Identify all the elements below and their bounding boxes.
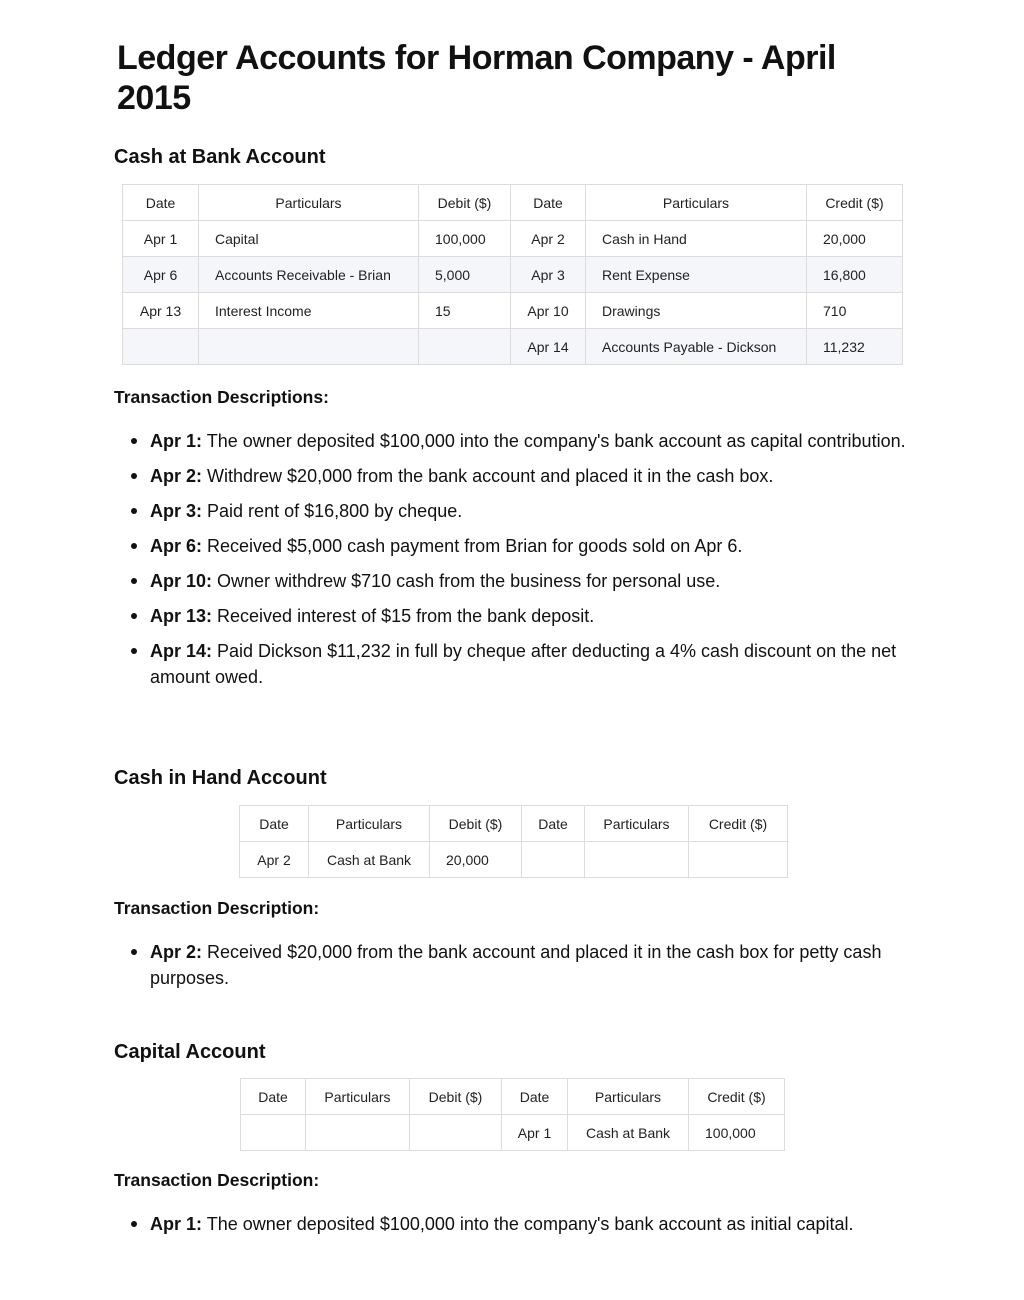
debit-date-cell: Apr 2 <box>240 842 309 878</box>
column-header: Particulars <box>568 1079 689 1115</box>
column-header: Date <box>511 185 586 221</box>
transaction-text: Owner withdrew $710 cash from the business for personal use. <box>217 571 721 591</box>
table-row <box>123 257 903 293</box>
debit-amount-cell: 5,000 <box>419 257 511 293</box>
table-row <box>240 842 788 878</box>
credit-date-cell: Apr 14 <box>511 329 586 365</box>
list-item <box>150 603 940 629</box>
debit-amount-cell: 100,000 <box>419 221 511 257</box>
column-header: Debit ($) <box>419 185 511 221</box>
capital-table <box>240 1078 785 1151</box>
transaction-text: Received interest of $15 from the bank deposit. <box>217 606 595 626</box>
transaction-text: Paid Dickson $11,232 in full by cheque after deducting a 4% cash discount on the net amount owed. <box>150 641 897 687</box>
transaction-text: Withdrew $20,000 from the bank account and placed it in the cash box. <box>207 466 774 486</box>
list-item <box>150 1211 940 1237</box>
credit-amount-cell: 20,000 <box>807 221 903 257</box>
column-header: Credit ($) <box>689 1079 785 1115</box>
credit-particulars-cell: Cash in Hand <box>586 221 807 257</box>
column-header: Date <box>522 806 585 842</box>
list-item <box>150 463 940 489</box>
debit-amount-cell: 15 <box>419 293 511 329</box>
column-header: Particulars <box>309 806 430 842</box>
capital-desc-heading: Transaction Description: <box>114 1170 320 1190</box>
transaction-text: The owner deposited $100,000 into the company's bank account as capital contribution. <box>206 431 906 451</box>
debit-particulars-cell: Accounts Receivable - Brian <box>199 257 419 293</box>
credit-particulars-cell: Cash at Bank <box>568 1115 689 1151</box>
debit-particulars-cell <box>199 329 419 365</box>
column-header: Particulars <box>306 1079 410 1115</box>
column-header: Date <box>123 185 199 221</box>
credit-amount-cell: 100,000 <box>689 1115 785 1151</box>
table-header-row <box>123 185 903 221</box>
credit-date-cell: Apr 2 <box>511 221 586 257</box>
debit-date-cell <box>241 1115 306 1151</box>
table-header-row <box>240 806 788 842</box>
debit-particulars-cell: Capital <box>199 221 419 257</box>
transaction-date: Apr 2: <box>150 942 203 962</box>
credit-amount-cell <box>689 842 788 878</box>
column-header: Particulars <box>586 185 807 221</box>
transaction-date: Apr 2: <box>150 466 203 486</box>
table-row <box>241 1115 785 1151</box>
debit-date-cell <box>123 329 199 365</box>
credit-date-cell: Apr 10 <box>511 293 586 329</box>
table-header-row <box>241 1079 785 1115</box>
credit-date-cell: Apr 1 <box>502 1115 568 1151</box>
column-header: Date <box>240 806 309 842</box>
column-header: Debit ($) <box>430 806 522 842</box>
list-item <box>150 498 940 524</box>
list-item <box>150 568 940 594</box>
column-header: Credit ($) <box>807 185 903 221</box>
transaction-date: Apr 10: <box>150 571 213 591</box>
capital-heading: Capital Account <box>114 1041 266 1063</box>
list-item <box>150 638 940 690</box>
column-header: Particulars <box>585 806 689 842</box>
column-header: Credit ($) <box>689 806 788 842</box>
page-title: Ledger Accounts for Horman Company - April 2015 <box>117 39 836 117</box>
debit-amount-cell: 20,000 <box>430 842 522 878</box>
list-item <box>150 533 940 559</box>
capital-descriptions <box>114 1211 940 1246</box>
column-header: Debit ($) <box>410 1079 502 1115</box>
transaction-date: Apr 6: <box>150 536 203 556</box>
debit-particulars-cell: Cash at Bank <box>309 842 430 878</box>
credit-date-cell: Apr 3 <box>511 257 586 293</box>
credit-particulars-cell: Drawings <box>586 293 807 329</box>
transaction-date: Apr 1: <box>150 431 203 451</box>
cash-in-hand-heading: Cash in Hand Account <box>114 767 327 789</box>
credit-particulars-cell: Accounts Payable - Dickson <box>586 329 807 365</box>
cash-at-bank-desc-heading: Transaction Descriptions: <box>114 387 329 407</box>
transaction-text: The owner deposited $100,000 into the company's bank account as initial capital. <box>206 1214 854 1234</box>
table-row <box>123 221 903 257</box>
credit-amount-cell: 710 <box>807 293 903 329</box>
column-header: Particulars <box>199 185 419 221</box>
credit-amount-cell: 11,232 <box>807 329 903 365</box>
list-item <box>150 939 940 991</box>
transaction-date: Apr 1: <box>150 1214 203 1234</box>
debit-date-cell: Apr 13 <box>123 293 199 329</box>
transaction-text: Paid rent of $16,800 by cheque. <box>207 501 463 521</box>
credit-amount-cell: 16,800 <box>807 257 903 293</box>
list-item <box>150 428 940 454</box>
cash-at-bank-descriptions <box>114 428 940 699</box>
cash-in-hand-descriptions <box>114 939 940 1000</box>
credit-date-cell <box>522 842 585 878</box>
transaction-date: Apr 14: <box>150 641 213 661</box>
debit-date-cell: Apr 1 <box>123 221 199 257</box>
transaction-date: Apr 3: <box>150 501 203 521</box>
debit-particulars-cell <box>306 1115 410 1151</box>
debit-amount-cell <box>419 329 511 365</box>
transaction-text: Received $5,000 cash payment from Brian for goods sold on Apr 6. <box>207 536 743 556</box>
cash-in-hand-desc-heading: Transaction Description: <box>114 898 320 918</box>
column-header: Date <box>502 1079 568 1115</box>
credit-particulars-cell <box>585 842 689 878</box>
transaction-text: Received $20,000 from the bank account and placed it in the cash box for petty cash purposes. <box>150 942 882 988</box>
cash-at-bank-heading: Cash at Bank Account <box>114 146 326 168</box>
transaction-date: Apr 13: <box>150 606 213 626</box>
cash-at-bank-table <box>122 184 903 365</box>
cash-in-hand-table <box>239 805 788 878</box>
debit-particulars-cell: Interest Income <box>199 293 419 329</box>
credit-particulars-cell: Rent Expense <box>586 257 807 293</box>
column-header: Date <box>241 1079 306 1115</box>
table-row <box>123 329 903 365</box>
debit-date-cell: Apr 6 <box>123 257 199 293</box>
debit-amount-cell <box>410 1115 502 1151</box>
table-row <box>123 293 903 329</box>
